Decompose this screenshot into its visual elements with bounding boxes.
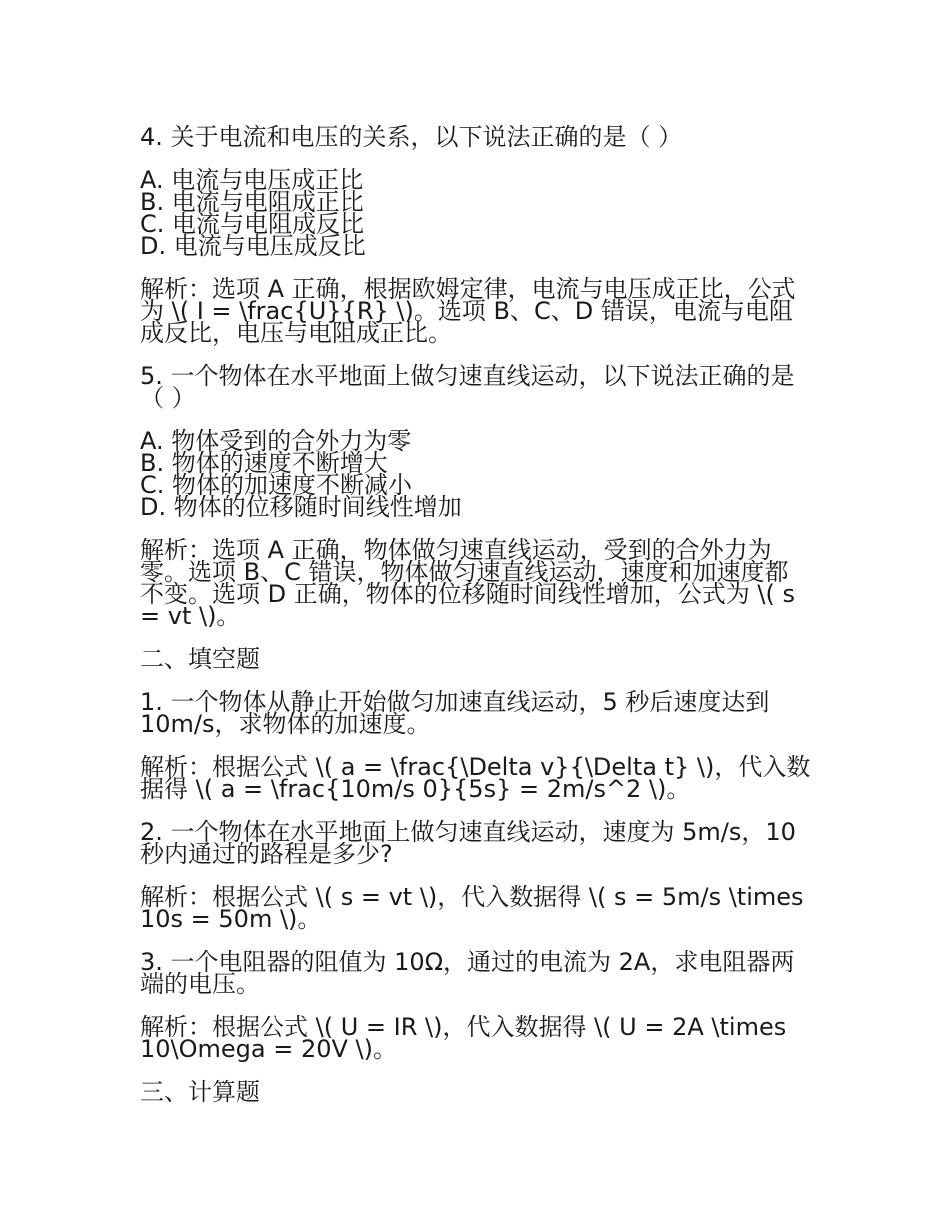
document-page bbox=[140, 123, 812, 1124]
question-4-option-b: B. 电流与电阻成正比 bbox=[140, 188, 364, 216]
fill-question-2-analysis-text: 解析：根据公式 \( s = vt \)，代入数据得 \( s = 5m/s \times 10s = 50m \)。 bbox=[140, 883, 804, 933]
fill-question-3-analysis-text: 解析：根据公式 \( U = IR \)，代入数据得 \( U = 2A \times 10\Omega = 20V \)。 bbox=[140, 1013, 787, 1063]
fill-question-3-analysis bbox=[140, 1013, 812, 1063]
fill-question-2-analysis bbox=[140, 883, 812, 933]
fill-question-1-text: 1. 一个物体从静止开始做匀加速直线运动，5 秒后速度达到 10m/s，求物体的加速度。 bbox=[140, 688, 770, 738]
question-4 bbox=[140, 123, 812, 151]
question-5-option-d: D. 物体的位移随时间线性增加 bbox=[140, 493, 462, 521]
question-5-analysis-text: 解析：选项 A 正确，物体做匀速直线运动，受到的合外力为零。选项 B、C 错误，物体做匀速直线运动，速度和加速度都不变。选项 D 正确，物体的位移随时间线性增加，公式为 \( s = vt \)。 bbox=[140, 536, 795, 630]
question-4-option-a: A. 电流与电压成正比 bbox=[140, 166, 364, 194]
fill-question-2 bbox=[140, 818, 812, 868]
question-5-option-c: C. 物体的加速度不断减小 bbox=[140, 471, 413, 499]
section-heading-fill-in: 二、填空题 bbox=[140, 645, 260, 673]
question-4-analysis-text: 解析：选项 A 正确，根据欧姆定律，电流与电压成正比，公式为 \( I = \frac{U}{R} \)。选项 B、C、D 错误，电流与电阻成反比，电压与电阻成正比。 bbox=[140, 275, 796, 347]
question-5-text: 5. 一个物体在水平地面上做匀速直线运动，以下说法正确的是（ ） bbox=[140, 362, 795, 412]
fill-question-1-analysis-text: 解析：根据公式 \( a = \frac{\Delta v}{\Delta t} \)，代入数据得 \( a = \frac{10m/s 0}{5s} = 2m/s^2 \)。 bbox=[140, 753, 811, 803]
section-heading-calculation: 三、计算题 bbox=[140, 1078, 260, 1106]
fill-question-1 bbox=[140, 688, 812, 738]
question-4-text: 4. 关于电流和电压的关系，以下说法正确的是（ ） bbox=[140, 123, 683, 151]
question-5 bbox=[140, 362, 812, 412]
question-4-options bbox=[140, 166, 812, 260]
question-4-option-c: C. 电流与电阻成反比 bbox=[140, 210, 365, 238]
fill-question-1-analysis bbox=[140, 753, 812, 803]
question-5-option-a: A. 物体受到的合外力为零 bbox=[140, 427, 412, 455]
question-5-options bbox=[140, 427, 812, 521]
question-5-analysis bbox=[140, 536, 812, 630]
question-4-analysis bbox=[140, 275, 812, 347]
fill-question-3-text: 3. 一个电阻器的阻值为 10Ω，通过的电流为 2A，求电阻器两端的电压。 bbox=[140, 948, 795, 998]
question-5-option-b: B. 物体的速度不断增大 bbox=[140, 449, 388, 477]
fill-question-2-text: 2. 一个物体在水平地面上做匀速直线运动，速度为 5m/s，10 秒内通过的路程是多少? bbox=[140, 818, 796, 868]
question-4-option-d: D. 电流与电压成反比 bbox=[140, 232, 366, 260]
fill-question-3 bbox=[140, 948, 812, 998]
